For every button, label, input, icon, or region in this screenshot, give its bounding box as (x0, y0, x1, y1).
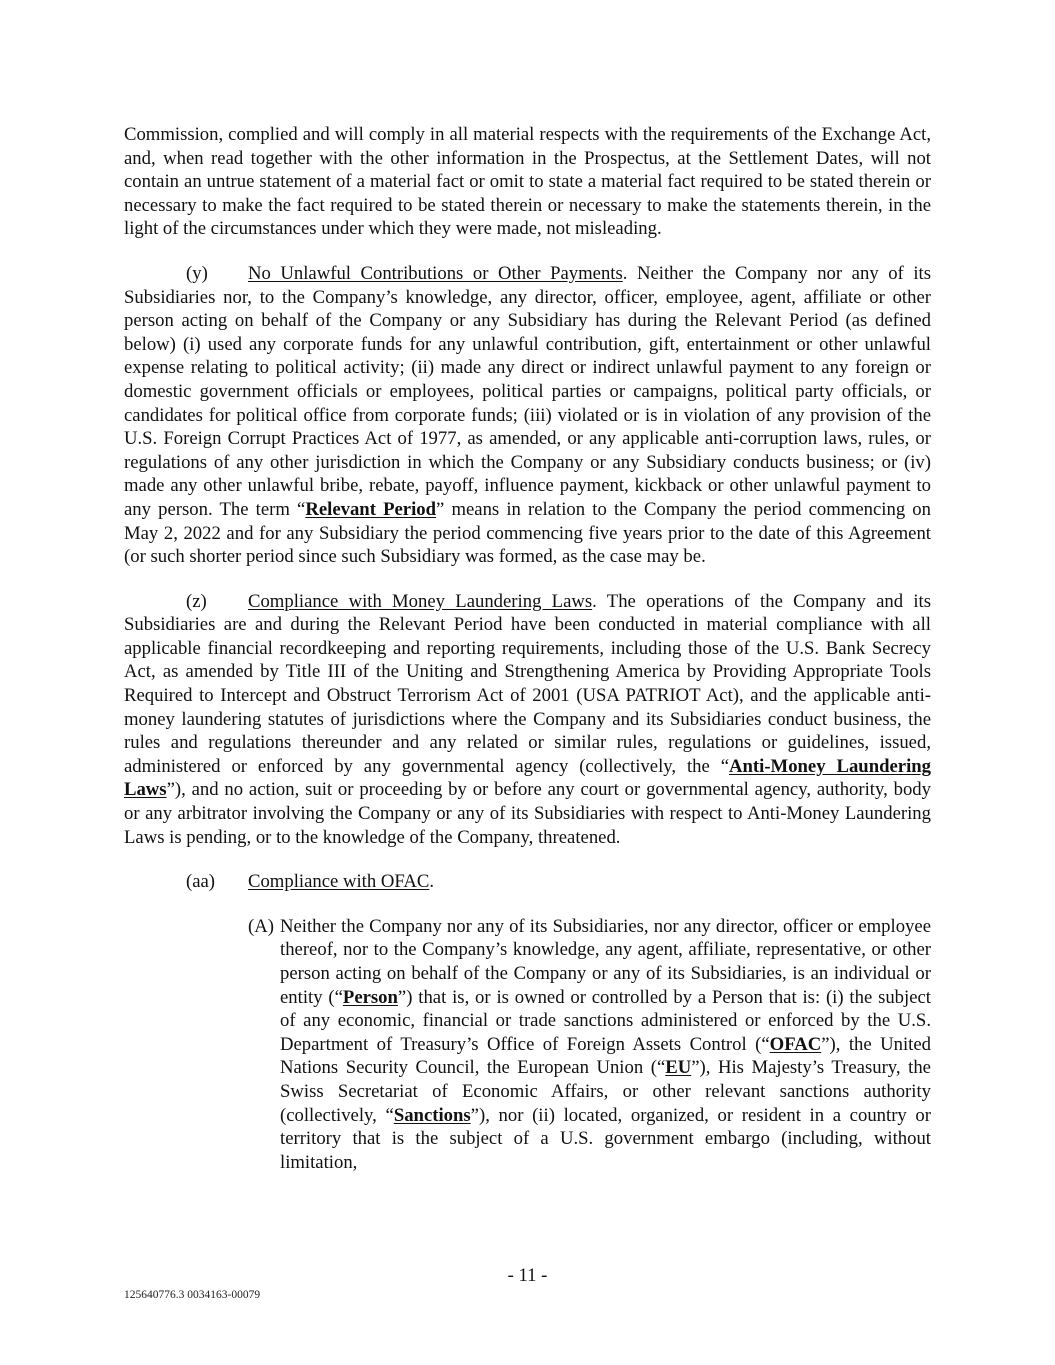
subsection-a-text-3: ”), the United Nations Security Council, the European Union (“ (280, 1033, 931, 1079)
defined-term-sanctions: Sanctions (393, 1104, 471, 1126)
section-y-heading: No Unlawful Contributions or Other Payments (248, 262, 623, 284)
section-y-body-end: ” means in relation to the Company the period commencing on May 2, 2022 and for any Subsidiary the period commencing five years prior to the date of this Agreement (or such shorter period since such Subsidiary was formed, as the case may be. (124, 498, 931, 568)
section-y-label: (y) (186, 262, 208, 284)
subsection-a-text-4: ”), His Majesty’s Treasury, the Swiss Secretariat of Economic Affairs, or other relevant sanctions authority (collectively, “ (280, 1057, 931, 1126)
section-z-paragraph (124, 590, 931, 850)
subsection-a-text-1: Neither the Company nor any of its Subsidiaries, nor any director, officer or employee thereof, nor to the Company’s knowledge, any agent, affiliate, representative, or other person acting on behalf of the Company or any of its Subsidiaries, is an individual or entity (“ (280, 915, 931, 1008)
defined-term-anti-money-laundering-laws: Anti-Money Laundering Laws (124, 755, 931, 801)
document-page (124, 123, 931, 1174)
section-aa-heading-period: . (429, 871, 434, 893)
section-y-body: . Neither the Company nor any of its Subsidiaries nor, to the Company’s knowledge, any director, officer, employee, agent, affiliate or other person acting on behalf of the Company or any Subsidiary has during the Relevant Period (as defined below) (i) used any corporate funds for any unlawful contribution, gift, entertainment or other unlawful expense relating to political activity; (ii) made any direct or indirect unlawful payment to any foreign or domestic government officials or employees, political parties or campaigns, political party officials, or candidates for political office from corporate funds; (iii) violated or is in violation of any provision of the U.S. Foreign Corrupt Practices Act of 1977, as amended, or any applicable anti-corruption laws, rules, or regulations of any other jurisdiction in which the Company or any Subsidiary conducts business; or (iv) made any other unlawful bribe, rebate, payoff, influence payment, kickback or other unlawful payment to any person. The term “ (124, 262, 931, 520)
subsection-a-text-2: ”) that is, or is owned or controlled by a Person that is: (i) the subject of any economic, financial or trade sanctions administered or enforced by the U.S. Department of Treasury’s Office of Foreign Assets Control (“ (280, 986, 932, 1055)
subsection-a-body (280, 915, 931, 1175)
section-aa-heading-line (186, 870, 931, 894)
defined-term-relevant-period: Relevant Period (305, 498, 437, 520)
section-z-heading: Compliance with Money Laundering Laws (248, 590, 593, 612)
subsection-a-marker: (A) (248, 915, 274, 937)
section-z-body: . The operations of the Company and its Subsidiaries are and during the Relevant Period have been conducted in material compliance with all applicable financial recordkeeping and reporting requirements, including those of the U.S. Bank Secrecy Act, as amended by Title III of the Uniting and Strengthening America by Providing Appropriate Tools Required to Intercept and Obstruct Terrorism Act of 2001 (USA PATRIOT Act), and the applicable anti-money laundering statutes of jurisdictions where the Company and its Subsidiaries conduct business, the rules and regulations thereunder and any related or similar rules, regulations or guidelines, issued, administered or enforced by any governmental agency (collectively, the “ (124, 590, 931, 777)
page-number: - 11 - (507, 1265, 548, 1286)
subsection-a (248, 915, 931, 1175)
defined-term-ofac: OFAC (769, 1033, 822, 1055)
defined-term-person: Person (342, 986, 398, 1008)
section-z-label: (z) (186, 590, 207, 612)
section-y-paragraph (124, 262, 931, 569)
document-id: 125640776.3 0034163-00079 (124, 1289, 261, 1301)
section-z-body-end: ”), and no action, suit or proceeding by or before any court or governmental agency, authority, body or any arbitrator involving the Company or any of its Subsidiaries with respect to Anti-Money Laundering Laws is pending, or to the knowledge of the Company, threatened. (124, 779, 931, 848)
defined-term-eu: EU (665, 1057, 692, 1079)
continuation-paragraph: Commission, complied and will comply in all material respects with the requirements of the Exchange Act, and, when read together with the other information in the Prospectus, at the Settlement Dates, will not contain an untrue statement of a material fact or omit to state a material fact required to be stated therein or necessary to make the fact required to be stated therein or necessary to make the statements therein, in the light of the circumstances under which they were made, not misleading. (124, 124, 931, 240)
subsection-a-text-5: ”), nor (ii) located, organized, or resident in a country or territory that is the subject of a U.S. government embargo (including, without limitation, (280, 1104, 931, 1173)
section-aa-heading: Compliance with OFAC (248, 871, 430, 893)
section-aa-label: (aa) (186, 871, 216, 893)
